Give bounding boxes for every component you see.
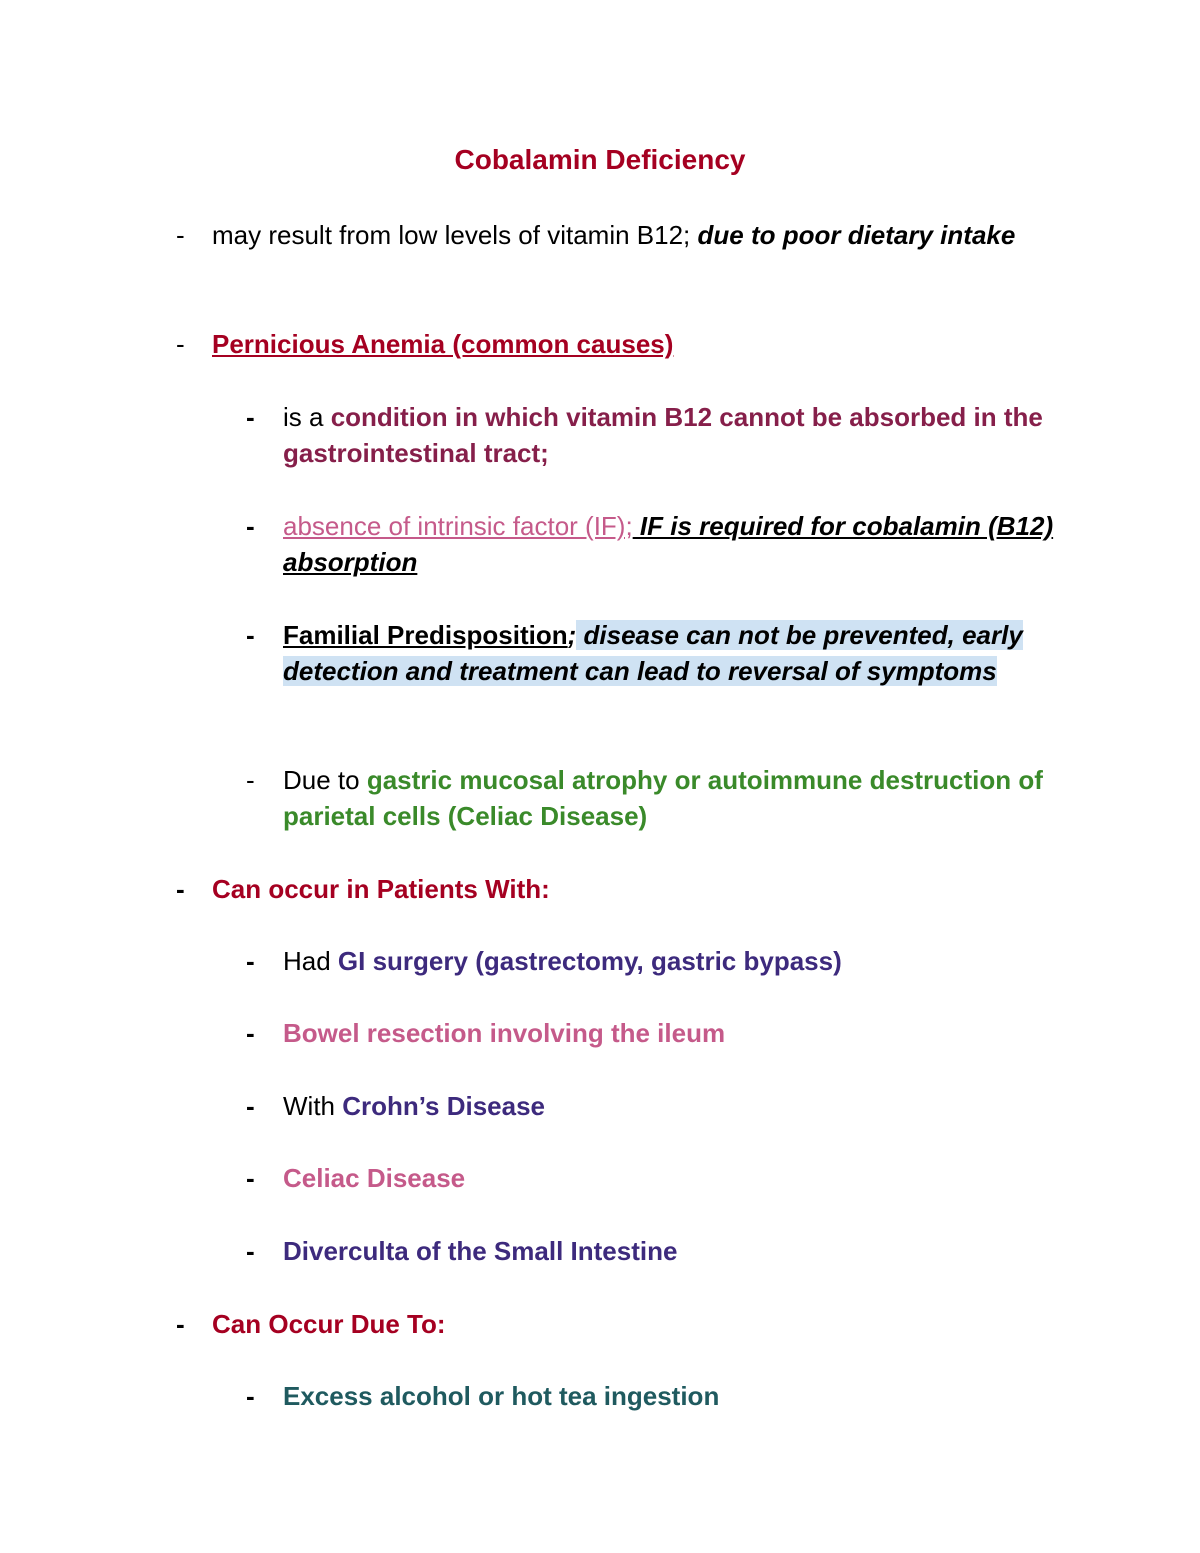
list-item-due-to [176, 1306, 1036, 1342]
bullet-dash: - [246, 765, 255, 795]
bullet-dash: - [176, 1309, 185, 1339]
familial-note-highlight: disease can not be prevented, early detection and treatment can lead to reversal of symptoms [283, 620, 1023, 686]
intrinsic-factor-emphasis: IF is required for cobalamin (B12) absorption [283, 511, 1054, 577]
bullet-dash: - [246, 946, 255, 976]
list-item-pernicious [176, 326, 1036, 362]
bullet-dash: - [246, 402, 255, 432]
bullet-dash: - [246, 1163, 255, 1193]
condition-prefix: is a [283, 402, 331, 432]
crohns-text: Crohn’s Disease [342, 1091, 546, 1121]
intro-emphasis: due to poor dietary intake [697, 220, 1016, 250]
list-item-condition [246, 399, 1066, 471]
due-to-heading: Can Occur Due To: [212, 1309, 446, 1339]
gi-text: GI surgery (gastrectomy, gastric bypass) [337, 946, 842, 976]
list-item-due-to-atrophy [246, 762, 1066, 834]
bowel-text: Bowel resection involving the ileum [283, 1018, 726, 1048]
condition-text: condition in which vitamin B12 cannot be absorbed in the gastrointestinal tract; [283, 402, 1043, 468]
list-item-intrinsic-factor [246, 508, 1066, 580]
bullet-dash: - [246, 1091, 255, 1121]
celiac-text: Celiac Disease [283, 1163, 466, 1193]
document-title: Cobalamin Deficiency [454, 144, 746, 175]
bullet-dash: - [246, 1236, 255, 1266]
bullet-dash: - [246, 511, 255, 541]
bullet-dash: - [246, 1018, 255, 1048]
atrophy-prefix: Due to [283, 765, 367, 795]
familial-semicolon: ; [567, 620, 577, 650]
list-item-gi-surgery [246, 943, 1066, 979]
list-item-intro [176, 217, 1036, 253]
list-item-bowel [246, 1015, 1066, 1051]
list-item-patients [176, 871, 1036, 907]
bullet-dash: - [246, 620, 255, 650]
gi-prefix: Had [283, 946, 338, 976]
alcohol-text: Excess alcohol or hot tea ingestion [283, 1381, 720, 1411]
crohns-prefix: With [283, 1091, 343, 1121]
intrinsic-factor-text: absence of intrinsic factor (IF); [283, 511, 633, 541]
bullet-dash: - [246, 1381, 255, 1411]
bullet-dash: - [176, 220, 185, 250]
list-item-celiac [246, 1160, 1066, 1196]
diverculta-text: Diverculta of the Small Intestine [283, 1236, 678, 1266]
list-item-familial [246, 617, 1066, 689]
intro-text: may result from low levels of vitamin B12; [212, 220, 698, 250]
bullet-dash: - [176, 329, 185, 359]
list-item-crohns [246, 1088, 1066, 1124]
pernicious-heading: Pernicious Anemia (common causes) [212, 329, 674, 359]
familial-label: Familial Predisposition [283, 620, 568, 650]
list-item-diverculta [246, 1233, 1066, 1269]
list-item-alcohol [246, 1378, 1066, 1414]
patients-heading: Can occur in Patients With: [212, 874, 550, 904]
bullet-dash: - [176, 874, 185, 904]
atrophy-text: gastric mucosal atrophy or autoimmune destruction of parietal cells (Celiac Disease) [283, 765, 1043, 831]
